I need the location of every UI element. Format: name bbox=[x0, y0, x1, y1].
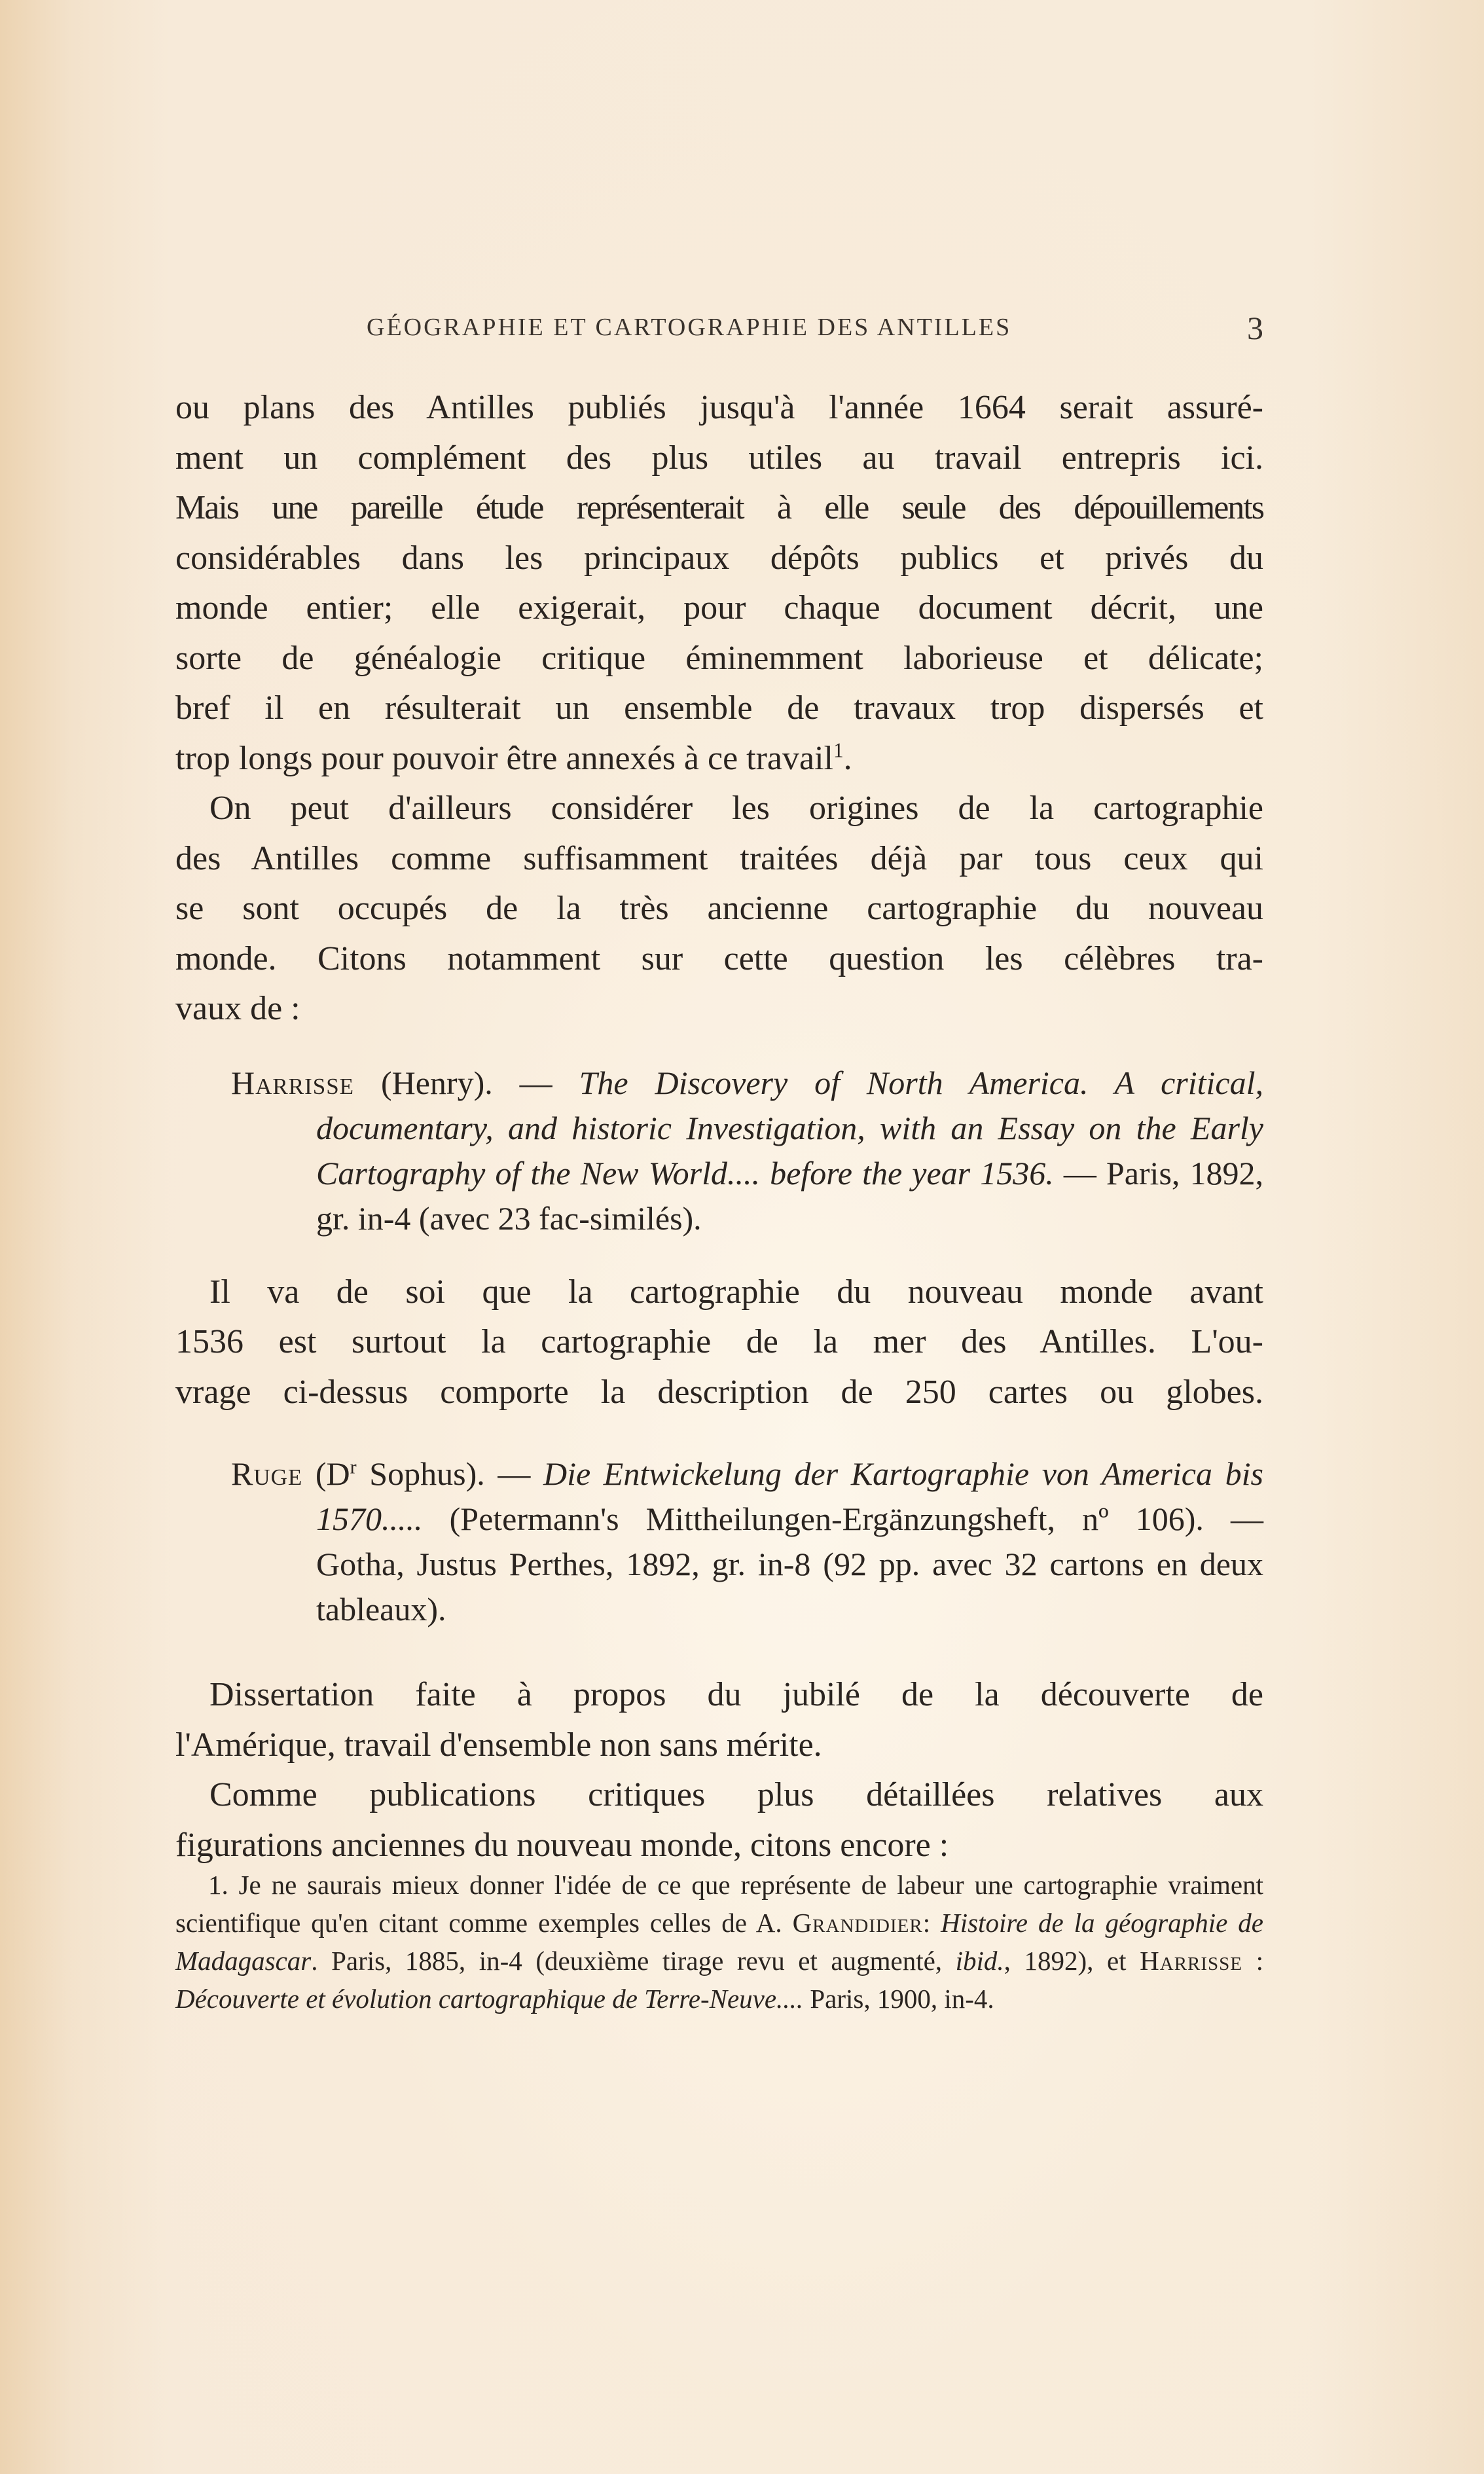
work-title: Découverte et évolution cartographique de Terre-Neuve.... bbox=[175, 1984, 804, 2014]
footnotes bbox=[175, 1866, 1263, 2018]
text-line: ou plans des Antilles publiés jusqu'à l'année 1664 serait assuré- bbox=[175, 389, 1263, 426]
text-fragment: trop longs pour pouvoir être annexés à ce travail bbox=[175, 739, 833, 777]
spacer bbox=[175, 1241, 1263, 1267]
paragraph-4 bbox=[175, 1670, 1263, 1770]
author-name: Grandidier bbox=[792, 1908, 923, 1938]
text-line: figurations anciennes du nouveau monde, citons encore : bbox=[175, 1826, 949, 1864]
text-line: Mais une pareille étude représenterait à elle seule des dépouillements bbox=[175, 489, 1263, 526]
bibliography-entry-harrisse bbox=[175, 1061, 1263, 1241]
spacer bbox=[175, 1417, 1263, 1451]
page-number: 3 bbox=[1247, 310, 1263, 346]
publication-details: (Petermann's Mittheilungen-Ergänzungsheft, nº 106). — Gotha, Justus Perthes, 1892, gr. in-8 (92 pp. avec 32 cartons en deux tableaux). bbox=[316, 1501, 1263, 1628]
text-line: vaux de : bbox=[175, 990, 300, 1027]
bibliography-entry-ruge bbox=[175, 1451, 1263, 1632]
text-line: bref il en résulterait un ensemble de travaux trop dispersés et bbox=[175, 689, 1263, 727]
author-given: (Henry). — bbox=[354, 1064, 579, 1101]
footnote-text: . Paris, 1885, in-4 (deuxième tirage revu et augmenté, bbox=[311, 1946, 956, 1976]
text-line: vrage ci-dessus comporte la description de 250 cartes ou globes. bbox=[175, 1373, 1263, 1411]
text-line: Il va de soi que la cartographie du nouveau monde avant bbox=[209, 1273, 1263, 1311]
author-superscript: r bbox=[350, 1456, 357, 1478]
spacer bbox=[175, 1632, 1263, 1670]
footnote-text: Paris, 1900, in-4. bbox=[803, 1984, 994, 2014]
footnote-number: 1. bbox=[208, 1870, 228, 1900]
text-line: monde entier; elle exigerait, pour chaque document décrit, une bbox=[175, 589, 1263, 627]
text-line: considérables dans les principaux dépôts publics et privés du bbox=[175, 539, 1263, 577]
text-line bbox=[175, 734, 1263, 784]
page-header bbox=[175, 310, 1263, 352]
ibid-reference: ibid. bbox=[955, 1946, 1004, 1976]
text-line: On peut d'ailleurs considérer les origines de la cartographie bbox=[209, 790, 1263, 827]
text-line: se sont occupés de la très ancienne cartographie du nouveau bbox=[175, 890, 1263, 927]
paragraph-3 bbox=[175, 1267, 1263, 1418]
footnote-reference[interactable]: 1 bbox=[833, 738, 844, 762]
body-text bbox=[175, 383, 1263, 1870]
text-line: ment un complément des plus utiles au travail entrepris ici. bbox=[175, 439, 1263, 477]
paragraph-5 bbox=[175, 1770, 1263, 1870]
author-name: Harrisse bbox=[231, 1064, 355, 1101]
author-name: Harrisse bbox=[1140, 1946, 1243, 1976]
running-title: GÉOGRAPHIE ET CARTOGRAPHIE DES ANTILLES bbox=[367, 314, 1012, 341]
text-line: 1536 est surtout la cartographie de la mer des Antilles. L'ou- bbox=[175, 1323, 1263, 1360]
footnote-text: : bbox=[1242, 1946, 1263, 1976]
text-line: Dissertation faite à propos du jubilé de la découverte de bbox=[209, 1676, 1263, 1713]
text-fragment: . bbox=[843, 739, 852, 777]
author-name: Ruge bbox=[231, 1455, 303, 1492]
author-prefix: (D bbox=[302, 1455, 350, 1492]
text-line: sorte de généalogie critique éminemment laborieuse et délicate; bbox=[175, 639, 1263, 677]
work-title: The Discovery of North America. A critical, documentary, and historic Investigation, with an Essay on the Early Cartography of the New World.... before the year 1536. bbox=[316, 1064, 1263, 1192]
text-line: Comme publications critiques plus détaillées relatives aux bbox=[209, 1776, 1263, 1813]
footnote-text: : bbox=[922, 1908, 941, 1938]
work-title: Histoire de la géographie de Madagascar bbox=[175, 1908, 1263, 1976]
footnote-1 bbox=[175, 1866, 1263, 2018]
text-line: monde. Citons notamment sur cette question les célèbres tra- bbox=[175, 939, 1263, 977]
publication-details: — Paris, 1892, gr. in-4 (avec 23 fac-similés). bbox=[316, 1154, 1264, 1237]
footnote-text: , 1892), et bbox=[1004, 1946, 1140, 1976]
paragraph-2 bbox=[175, 784, 1263, 1034]
text-line: des Antilles comme suffisamment traitées déjà par tous ceux qui bbox=[175, 839, 1263, 877]
paragraph-1 bbox=[175, 383, 1263, 784]
footnote-text: Je ne saurais mieux donner l'idée de ce que représente de labeur une cartographie vraiment scientifique qu'en citant comme exemples celles de A. bbox=[175, 1870, 1263, 1938]
text-line: l'Amérique, travail d'ensemble non sans mérite. bbox=[175, 1726, 822, 1764]
author-given: Sophus). — bbox=[356, 1455, 543, 1492]
work-title: Die Entwickelung der Kartographie von America bis 1570..... bbox=[316, 1455, 1263, 1537]
spacer bbox=[175, 1034, 1263, 1061]
